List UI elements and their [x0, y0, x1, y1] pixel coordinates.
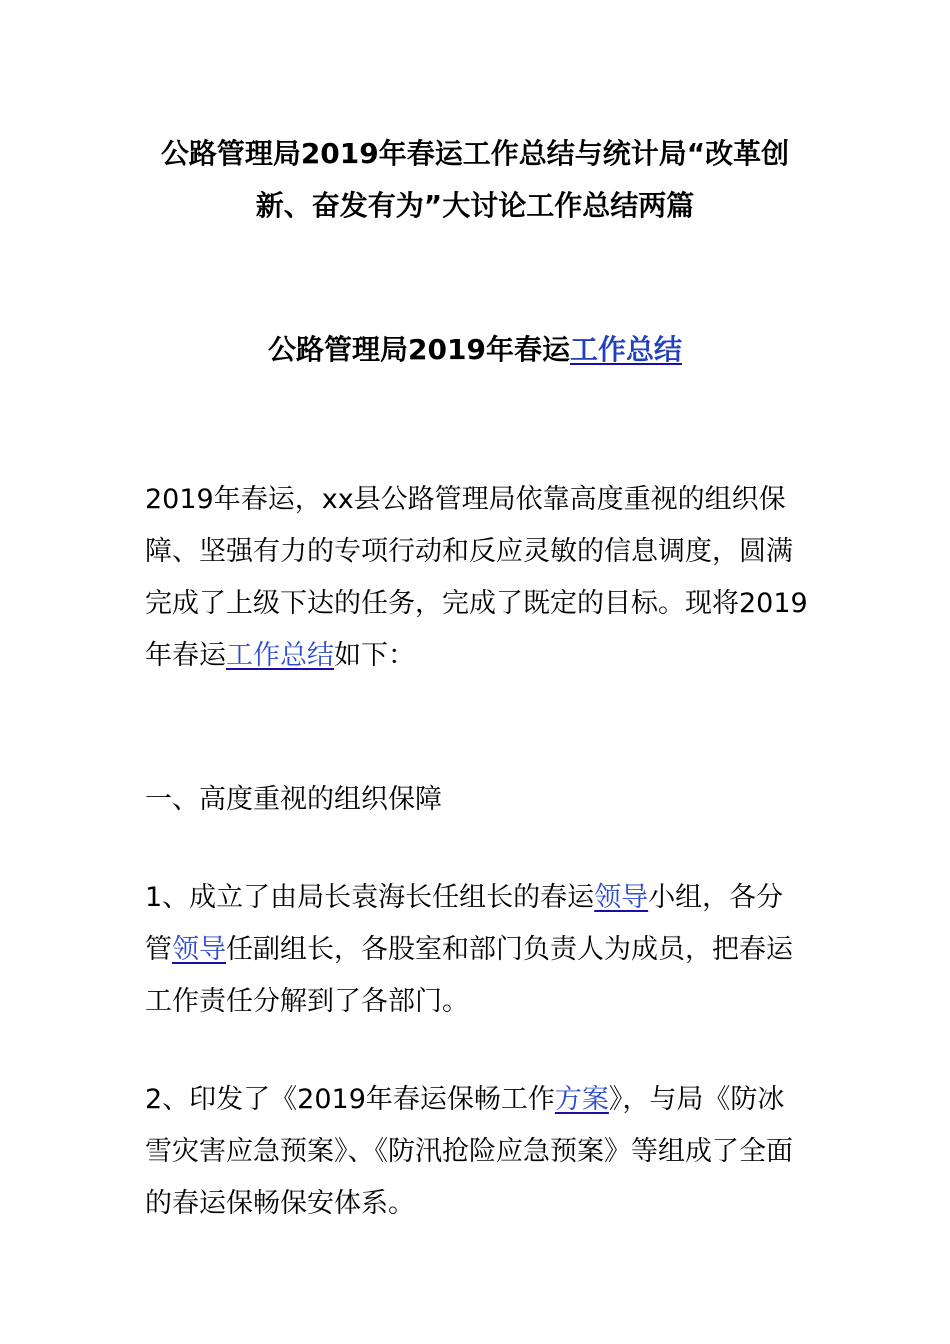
item-2-paragraph [145, 1074, 810, 1230]
item-1-paragraph [145, 872, 810, 1028]
section-title-text: 公路管理局2019年春运 [268, 333, 570, 366]
document-title-line-2: 新、奋发有为”大讨论工作总结两篇 [255, 189, 695, 222]
document-title-line-1: 公路管理局2019年春运工作总结与统计局“改革创 [160, 137, 790, 170]
item-1-link-2[interactable]: 领导 [172, 934, 226, 965]
item-1-text-2: 小组，各分管 [145, 882, 784, 965]
item-2-text-2: 》，与局《防冰雪灾害应急预案》、《防汛抢险应急预案》等组成了全面的春运保畅保安体系。 [145, 1084, 793, 1219]
item-1-text-3: 任副组长，各股室和部门负责人为成员，把春运工作责任分解到了各部门。 [145, 934, 793, 1017]
item-1-text: 1、成立了由局长袁海长任组长的春运 [145, 882, 595, 913]
item-2-text: 2、印发了《2019年春运保畅工作 [145, 1084, 555, 1115]
document-title [100, 128, 850, 232]
intro-paragraph [145, 474, 810, 682]
intro-text-end: 如下： [334, 640, 415, 671]
section-title [100, 328, 850, 372]
section-title-link[interactable]: 工作总结 [569, 333, 682, 366]
intro-link[interactable]: 工作总结 [226, 640, 334, 671]
section-1-heading: 一、高度重视的组织保障 [145, 784, 442, 815]
intro-text: 2019年春运，xx县公路管理局依靠高度重视的组织保障、坚强有力的专项行动和反应灵敏的信息调度，圆满完成了上级下达的任务，完成了既定的目标。现将2019年春运 [145, 484, 808, 671]
item-1-link-1[interactable]: 领导 [594, 882, 649, 913]
item-2-link-1[interactable]: 方案 [554, 1084, 609, 1115]
